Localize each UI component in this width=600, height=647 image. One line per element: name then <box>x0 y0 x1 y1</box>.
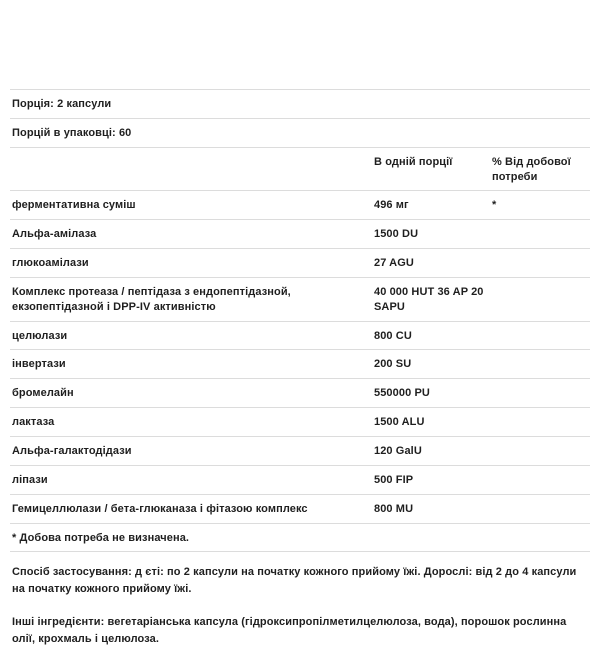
table-row <box>10 191 590 220</box>
row-daily-value: * <box>492 199 497 212</box>
row-amount-value: 800 CU <box>374 329 412 342</box>
serving-size-label: Порція: 2 капсули <box>12 98 112 110</box>
table-row <box>10 350 590 379</box>
table-row <box>10 249 590 278</box>
row-amount-value: 200 SU <box>374 358 412 371</box>
row-amount-value: 800 MU <box>374 502 414 515</box>
footnote-row <box>10 524 590 553</box>
row-ingredient-name: глюкоамілази <box>12 257 89 270</box>
row-amount-value: 1500 DU <box>374 228 419 241</box>
table-row <box>10 495 590 524</box>
table-body <box>10 191 590 523</box>
row-ingredient-name: ліпази <box>12 473 48 486</box>
usage-paragraph: Спосіб застосування: д єті: по 2 капсули на початку кожного прийому їжі. Дорослі: від 2 до 4 капсули на початку кожного прийому їжі. <box>12 566 577 595</box>
table-row <box>10 408 590 437</box>
row-amount-value: 496 мг <box>374 199 409 212</box>
row-ingredient-name: інвертази <box>12 358 66 371</box>
top-spacer <box>10 0 590 89</box>
row-ingredient-name: целюлази <box>12 329 68 342</box>
row-ingredient-name: Альфа-галактодідази <box>12 444 132 457</box>
row-amount-value: 40 000 HUT 36 AP 20 SAPU <box>374 285 484 313</box>
table-row <box>10 437 590 466</box>
table-row <box>10 220 590 249</box>
table-row <box>10 379 590 408</box>
servings-per-container-row <box>10 119 590 148</box>
row-amount-value: 550000 PU <box>374 387 430 400</box>
column-header-daily-value: % Від добової потреби <box>492 155 571 183</box>
table-row <box>10 466 590 495</box>
row-ingredient-name: лактаза <box>12 416 55 429</box>
footnote-text: * Добова потреба не визначена. <box>12 531 190 544</box>
row-ingredient-name: Гемицеллюлази / бета-глюканаза і фітазою комплекс <box>12 502 308 515</box>
row-amount-value: 500 FIP <box>374 473 414 486</box>
column-header-amount: В одній порції <box>374 155 453 168</box>
serving-size-row <box>10 90 590 119</box>
row-amount-value: 1500 ALU <box>374 416 425 429</box>
row-ingredient-name: ферментативна суміш <box>12 199 136 212</box>
row-amount-value: 120 GalU <box>374 444 422 457</box>
table-row <box>10 278 590 322</box>
servings-per-container-label: Порцій в упаковці: 60 <box>12 126 132 139</box>
other-ingredients-paragraph: Інші інгредієнти: вегетаріанська капсула (гідроксипропілметилцелюлоза, вода), порошок рослинна олії, крохмаль і целюлоза. <box>12 616 567 645</box>
row-ingredient-name: Альфа-амілаза <box>12 228 97 241</box>
supplement-facts-table <box>10 89 590 552</box>
row-amount-value: 27 AGU <box>374 257 414 270</box>
row-ingredient-name: Комплекс протеаза / пептідаза з ендопептідазной, екзопептідазной і DPP-IV активністю <box>12 285 291 313</box>
table-row <box>10 322 590 351</box>
table-header-row <box>10 148 590 192</box>
row-ingredient-name: бромелайн <box>12 387 74 400</box>
